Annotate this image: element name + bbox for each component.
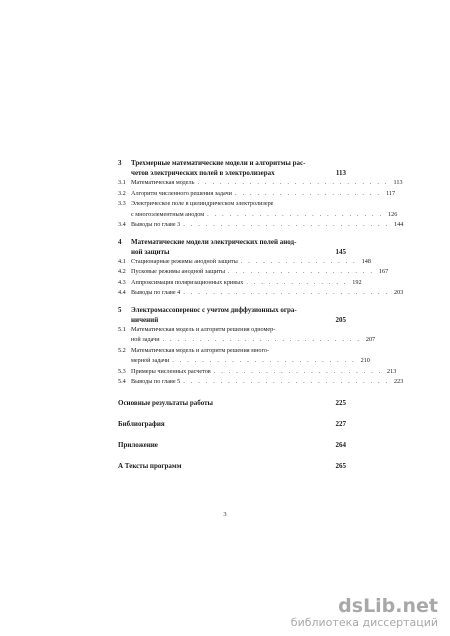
section-title-cont: мерной задачи: [131, 357, 170, 364]
table-of-contents: [118, 158, 404, 471]
toc-section-5-4[interactable]: [118, 377, 404, 388]
toc-section-4-2[interactable]: [118, 267, 389, 278]
chapter-title: Трехмерные математические модели и алгоритмы рас-: [131, 159, 306, 167]
section-title-cont: ной задачи: [131, 336, 160, 343]
entry-title: А Тексты программ: [118, 461, 182, 470]
section-title: Выводы по главе 5: [131, 378, 181, 385]
section-title-cont: с многоэлементным анодом: [131, 210, 205, 218]
leader-dots: . . . . . . . . . . . . . . . . . . . . . . . . . . . .: [183, 221, 390, 228]
leader-dots: . . . . . . . . . . . . . . . . . . . . . . .: [213, 367, 383, 375]
section-title: Математическая модель: [131, 179, 195, 186]
leader-dots: . . . . . . . . . . . . . . . . . . . .: [234, 189, 382, 197]
leader-dots: . . . . . . . . . . . . . . . . . . . . . . . . . . . .: [183, 289, 390, 296]
section-page: 113: [393, 179, 403, 186]
watermark: [291, 596, 438, 630]
toc-section-3-3-cont: [118, 210, 398, 221]
chapter-title: Математические модели электрических полей анод-: [131, 237, 297, 246]
chapter-number: 5: [118, 305, 122, 314]
toc-section-3-3[interactable]: [118, 199, 346, 210]
chapter-5-heading[interactable]: [118, 305, 346, 325]
toc-entry-results[interactable]: [118, 398, 346, 408]
toc-section-5-2[interactable]: [118, 346, 346, 357]
section-number: 4.2: [118, 268, 126, 275]
entry-page: 227: [335, 419, 346, 428]
chapter-3-heading[interactable]: [118, 158, 346, 178]
entry-page: 264: [335, 440, 346, 449]
toc-section-5-3[interactable]: [118, 367, 397, 378]
page-number: 3: [223, 511, 227, 518]
toc-section-5-2-cont: [118, 356, 370, 367]
section-page: 126: [388, 210, 398, 218]
entry-title: Приложение: [118, 440, 158, 449]
section-number: 5.1: [118, 325, 126, 333]
chapter-page: 145: [335, 247, 346, 256]
section-page: 148: [361, 257, 371, 265]
chapter-page: 205: [335, 315, 346, 324]
entry-title: Основные результаты работы: [118, 398, 214, 407]
section-page: 117: [386, 189, 396, 197]
toc-section-3-1[interactable]: [118, 178, 403, 189]
leader-dots: . . . . . . . . . . . . . . . . . . . . . . . .: [207, 210, 384, 218]
section-title: Электрическое поле в цилиндрическом электролизере: [131, 200, 274, 207]
section-number: 3.1: [118, 179, 126, 186]
leader-dots: . . . . . . . . . . . . . . . .: [240, 257, 357, 265]
entry-page: 225: [335, 398, 346, 407]
section-number: 5.3: [118, 367, 126, 375]
leader-dots: . . . . . . . . . . . . . .: [246, 278, 348, 286]
watermark-logo: dsLib.net: [338, 595, 438, 617]
section-title: Пусковые режимы анодной защиты: [131, 268, 226, 275]
toc-entry-appendix[interactable]: [118, 440, 346, 450]
leader-dots: . . . . . . . . . . . . . . . . . . . .: [228, 268, 375, 275]
section-page: 207: [365, 336, 376, 343]
toc-section-5-1[interactable]: [118, 325, 346, 336]
leader-dots: . . . . . . . . . . . . . . . . . . . . . . . . . .: [197, 179, 389, 186]
section-title: Математическая модель и алгоритм решения одномер-: [131, 325, 276, 333]
toc-section-3-2[interactable]: [118, 189, 396, 200]
toc-section-4-3[interactable]: [118, 278, 362, 289]
toc-entry-programs[interactable]: [118, 461, 346, 471]
section-number: 3.4: [118, 221, 126, 228]
section-page: 223: [394, 378, 404, 385]
chapter-title-cont: ничений: [131, 315, 159, 324]
toc-entry-bibliography[interactable]: [118, 419, 346, 429]
entry-page: 265: [335, 461, 346, 470]
section-page: 192: [352, 278, 362, 286]
chapter-title-cont: ной защиты: [131, 247, 170, 256]
leader-dots: . . . . . . . . . . . . . . . . . . . . . . . . . . .: [162, 336, 362, 343]
section-page: 167: [378, 268, 389, 275]
toc-section-5-1-cont: [118, 335, 376, 346]
leader-dots: . . . . . . . . . . . . . . . . . . . . . . . . . . . .: [183, 378, 390, 385]
section-title: Аппроксимация поляризационных кривых: [131, 278, 244, 286]
section-title: Математическая модель и алгоритм решения много-: [131, 346, 270, 354]
section-number: 5.4: [118, 378, 126, 385]
chapter-number: 4: [118, 237, 122, 246]
chapter-number: 3: [118, 159, 122, 167]
toc-section-3-4[interactable]: [118, 220, 404, 231]
leader-dots: . . . . . . . . . . . . . . . . . . . . . . . . .: [172, 357, 356, 364]
chapter-page: 113: [335, 169, 346, 177]
section-title: Алгоритм численного решения задачи: [131, 189, 232, 197]
toc-section-4-1[interactable]: [118, 257, 371, 268]
section-title: Стационарные режимы анодной защиты: [131, 257, 238, 265]
section-page: 144: [394, 221, 404, 228]
section-page: 203: [394, 289, 404, 296]
entry-title: Библиография: [118, 419, 165, 428]
toc-section-4-4[interactable]: [118, 288, 404, 299]
section-page: 213: [387, 367, 397, 375]
chapter-4-heading[interactable]: [118, 237, 346, 257]
section-number: 4.1: [118, 257, 126, 265]
chapter-title: Электромассоперенос с учетом диффузионных огра-: [131, 305, 297, 314]
chapter-title-cont: четов электрических полей в электролизерах: [131, 169, 275, 177]
section-number: 3.2: [118, 189, 126, 197]
section-title: Выводы по главе 4: [131, 289, 181, 296]
section-number: 3.3: [118, 200, 126, 207]
section-title: Выводы по главе 3: [131, 221, 181, 228]
section-page: 210: [360, 357, 370, 364]
section-title: Примеры численных расчетов: [131, 367, 211, 375]
section-number: 5.2: [118, 346, 126, 354]
section-number: 4.4: [118, 289, 126, 296]
section-number: 4.3: [118, 278, 126, 286]
watermark-subtitle: библиотека диссертаций: [290, 616, 438, 629]
